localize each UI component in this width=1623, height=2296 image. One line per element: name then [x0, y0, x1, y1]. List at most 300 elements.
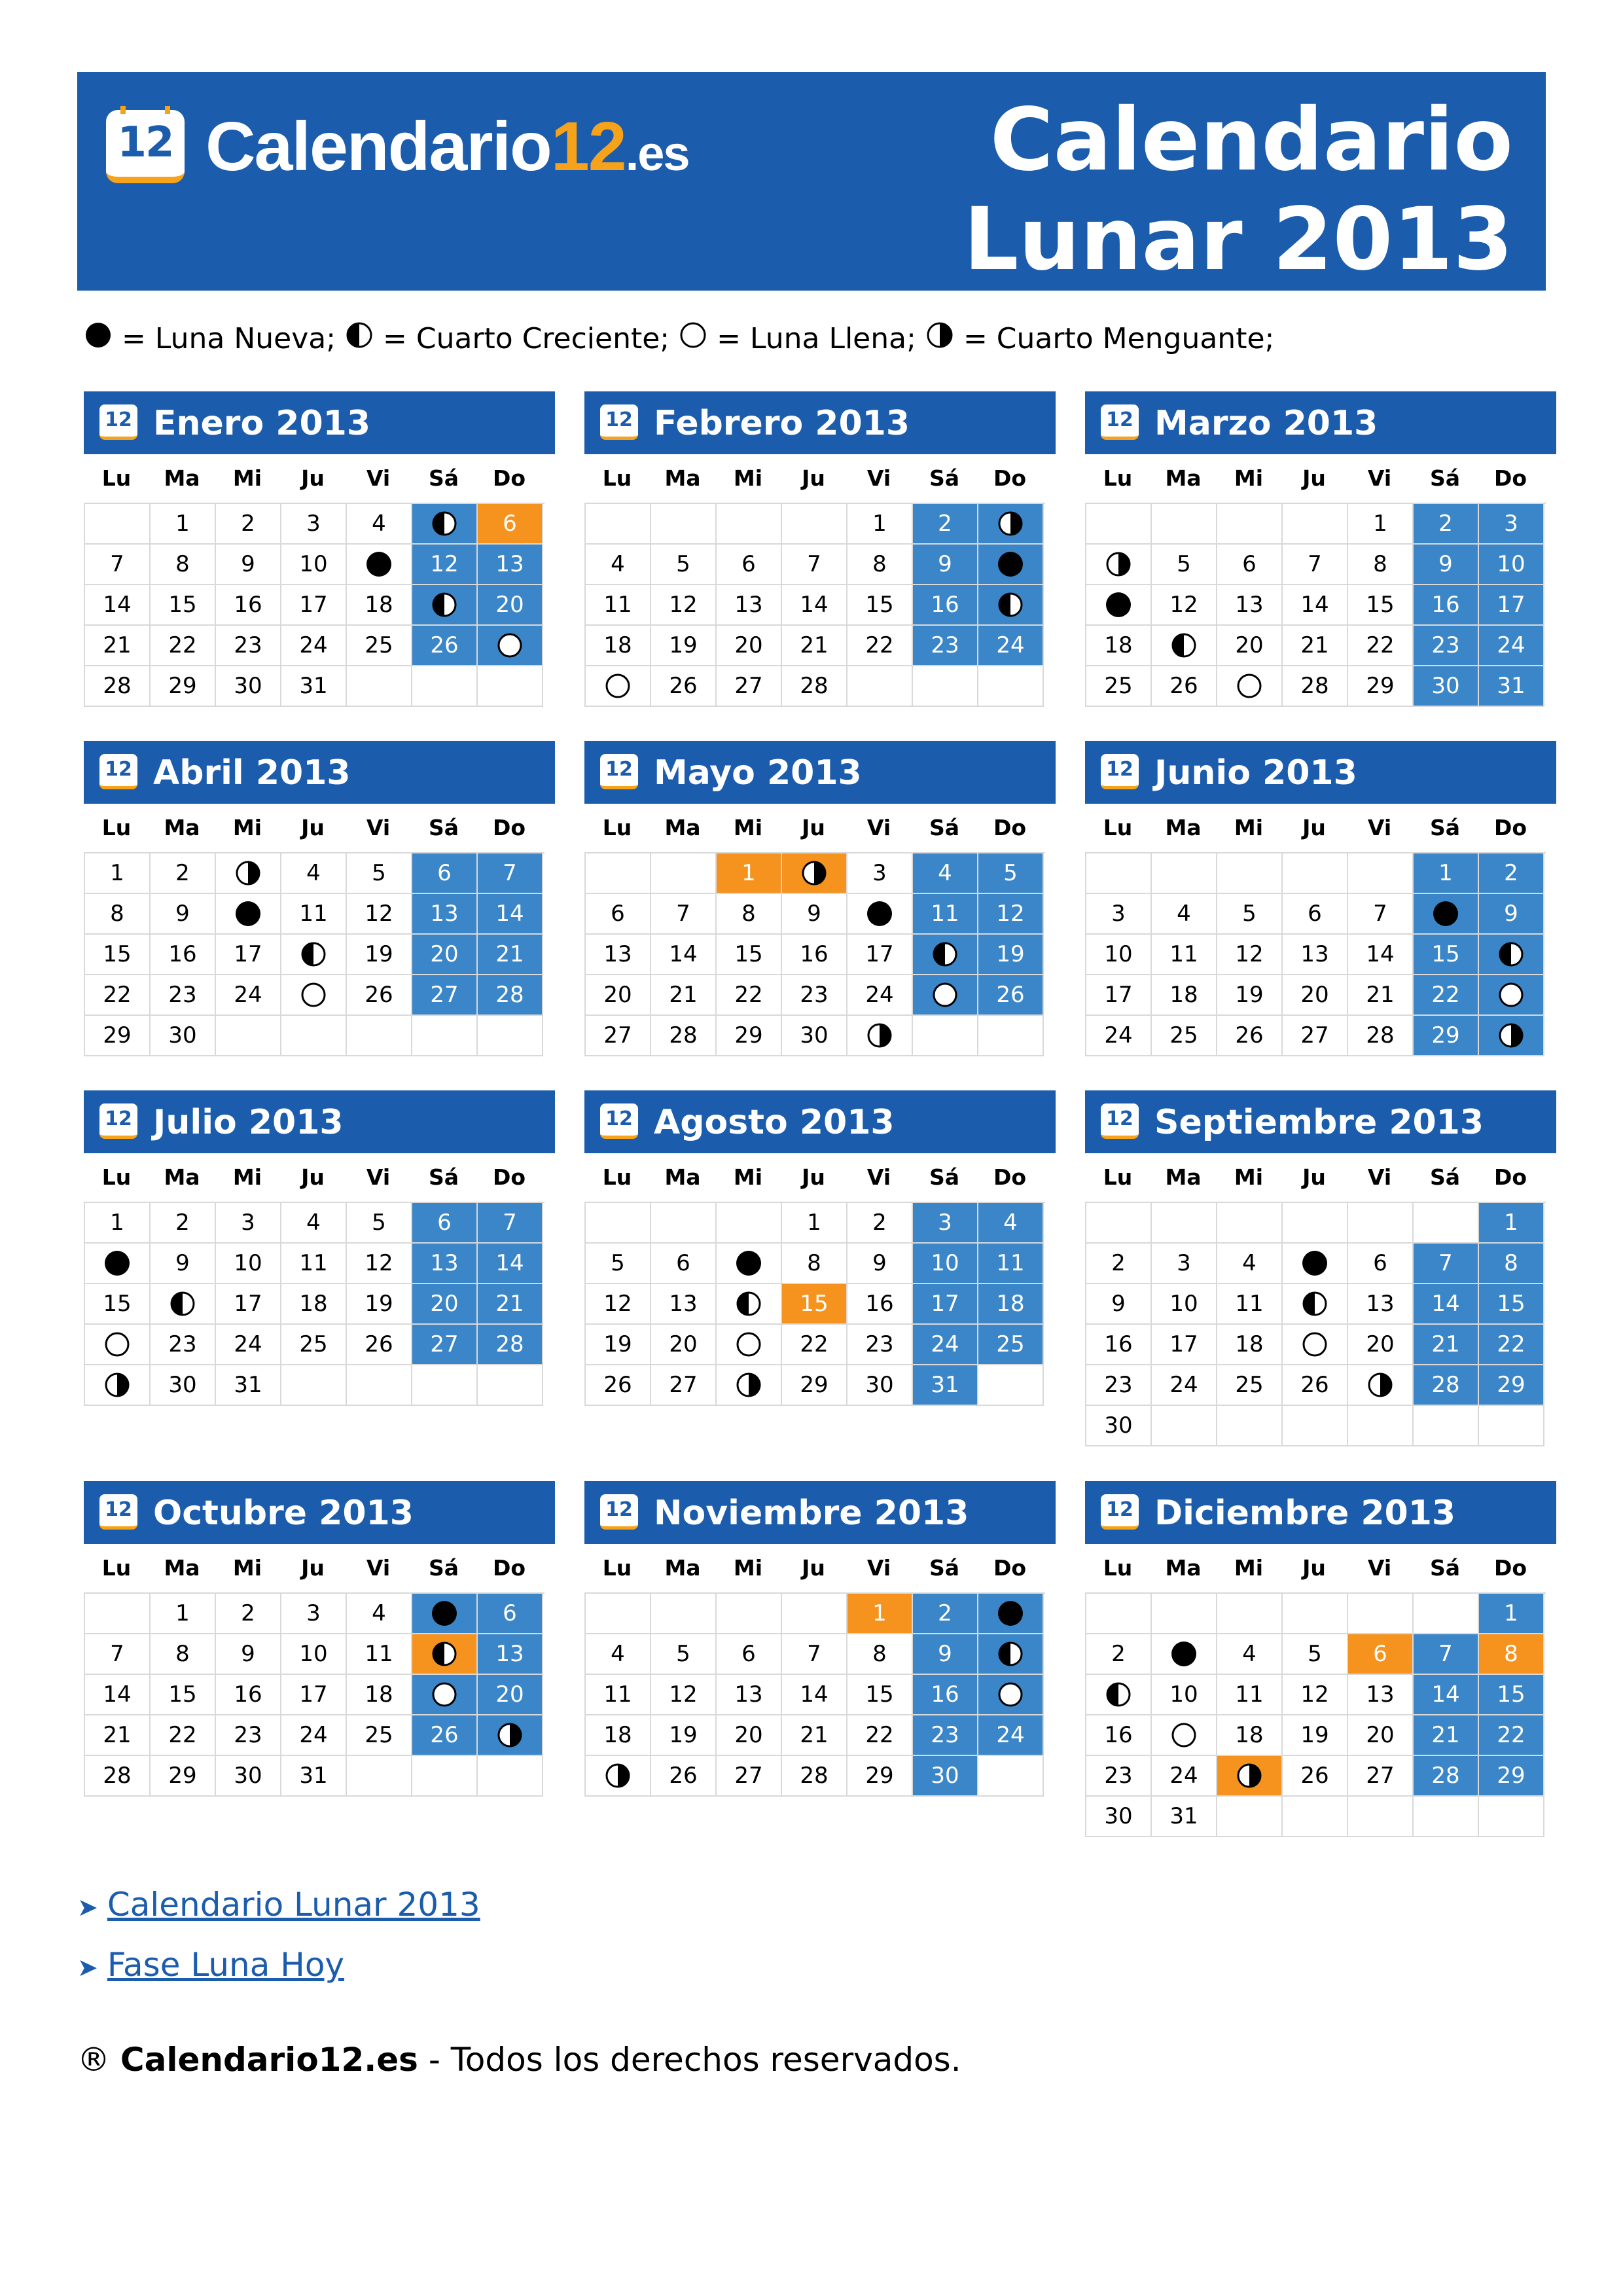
day-cell[interactable]: 7 — [1414, 1244, 1479, 1284]
day-cell[interactable]: 7 — [782, 545, 847, 585]
day-cell[interactable]: 17 — [281, 1675, 347, 1715]
day-cell[interactable]: 23 — [913, 1715, 978, 1756]
day-cell[interactable]: 12 — [1283, 1675, 1348, 1715]
day-cell[interactable]: 19 — [347, 1284, 412, 1325]
day-cell[interactable] — [847, 1016, 913, 1056]
day-cell[interactable]: 4 — [1217, 1634, 1283, 1675]
day-cell[interactable]: 24 — [913, 1325, 978, 1365]
day-cell[interactable]: 8 — [151, 545, 216, 585]
day-cell[interactable]: 20 — [586, 975, 651, 1016]
day-cell[interactable]: 3 — [847, 853, 913, 894]
day-cell[interactable] — [978, 1634, 1044, 1675]
day-cell[interactable]: 5 — [651, 545, 717, 585]
day-cell[interactable]: 22 — [847, 626, 913, 666]
day-cell[interactable]: 18 — [1152, 975, 1217, 1016]
day-cell[interactable] — [1086, 545, 1152, 585]
day-cell[interactable]: 3 — [281, 1594, 347, 1634]
day-cell[interactable]: 9 — [216, 545, 281, 585]
day-cell[interactable]: 16 — [1086, 1325, 1152, 1365]
day-cell[interactable]: 10 — [281, 545, 347, 585]
day-cell[interactable]: 13 — [717, 1675, 782, 1715]
day-cell[interactable]: 3 — [913, 1203, 978, 1244]
day-cell[interactable]: 13 — [478, 1634, 543, 1675]
day-cell[interactable] — [913, 935, 978, 975]
day-cell[interactable] — [281, 935, 347, 975]
day-cell[interactable]: 9 — [216, 1634, 281, 1675]
day-cell[interactable]: 14 — [782, 1675, 847, 1715]
day-cell[interactable]: 21 — [1414, 1715, 1479, 1756]
day-cell[interactable]: 23 — [1414, 626, 1479, 666]
day-cell[interactable]: 19 — [1217, 975, 1283, 1016]
day-cell[interactable]: 17 — [1152, 1325, 1217, 1365]
day-cell[interactable]: 7 — [1348, 894, 1414, 935]
day-cell[interactable] — [412, 1675, 478, 1715]
day-cell[interactable]: 27 — [412, 975, 478, 1016]
day-cell[interactable] — [85, 1365, 151, 1406]
day-cell[interactable]: 21 — [782, 626, 847, 666]
day-cell[interactable] — [847, 894, 913, 935]
day-cell[interactable]: 6 — [478, 504, 543, 545]
day-cell[interactable]: 16 — [151, 935, 216, 975]
day-cell[interactable]: 30 — [151, 1365, 216, 1406]
day-cell[interactable]: 9 — [1086, 1284, 1152, 1325]
day-cell[interactable]: 4 — [281, 853, 347, 894]
day-cell[interactable]: 23 — [1086, 1365, 1152, 1406]
day-cell[interactable]: 4 — [281, 1203, 347, 1244]
day-cell[interactable]: 22 — [85, 975, 151, 1016]
day-cell[interactable]: 29 — [717, 1016, 782, 1056]
day-cell[interactable]: 28 — [1414, 1756, 1479, 1797]
day-cell[interactable]: 5 — [586, 1244, 651, 1284]
day-cell[interactable]: 1 — [1348, 504, 1414, 545]
day-cell[interactable] — [978, 545, 1044, 585]
day-cell[interactable]: 19 — [978, 935, 1044, 975]
day-cell[interactable]: 29 — [1414, 1016, 1479, 1056]
day-cell[interactable]: 26 — [978, 975, 1044, 1016]
day-cell[interactable]: 13 — [1348, 1675, 1414, 1715]
day-cell[interactable]: 30 — [913, 1756, 978, 1797]
day-cell[interactable]: 31 — [216, 1365, 281, 1406]
day-cell[interactable] — [347, 545, 412, 585]
day-cell[interactable]: 16 — [913, 1675, 978, 1715]
day-cell[interactable]: 9 — [847, 1244, 913, 1284]
day-cell[interactable]: 5 — [651, 1634, 717, 1675]
day-cell[interactable]: 9 — [1479, 894, 1544, 935]
day-cell[interactable] — [1479, 935, 1544, 975]
day-cell[interactable]: 4 — [1217, 1244, 1283, 1284]
day-cell[interactable]: 29 — [151, 1756, 216, 1797]
day-cell[interactable]: 17 — [913, 1284, 978, 1325]
day-cell[interactable]: 14 — [1414, 1675, 1479, 1715]
day-cell[interactable]: 16 — [847, 1284, 913, 1325]
day-cell[interactable]: 26 — [347, 975, 412, 1016]
day-cell[interactable]: 13 — [478, 545, 543, 585]
day-cell[interactable]: 6 — [717, 1634, 782, 1675]
day-cell[interactable]: 5 — [978, 853, 1044, 894]
day-cell[interactable]: 13 — [412, 1244, 478, 1284]
day-cell[interactable]: 29 — [1348, 666, 1414, 707]
day-cell[interactable]: 9 — [151, 894, 216, 935]
day-cell[interactable]: 24 — [1152, 1365, 1217, 1406]
day-cell[interactable]: 3 — [281, 504, 347, 545]
day-cell[interactable] — [412, 585, 478, 626]
day-cell[interactable]: 4 — [913, 853, 978, 894]
day-cell[interactable]: 26 — [412, 626, 478, 666]
day-cell[interactable]: 23 — [151, 975, 216, 1016]
day-cell[interactable]: 1 — [847, 1594, 913, 1634]
day-cell[interactable] — [1152, 626, 1217, 666]
day-cell[interactable]: 22 — [782, 1325, 847, 1365]
day-cell[interactable]: 30 — [216, 1756, 281, 1797]
day-cell[interactable] — [412, 1634, 478, 1675]
day-cell[interactable]: 31 — [1152, 1797, 1217, 1837]
day-cell[interactable]: 1 — [1414, 853, 1479, 894]
day-cell[interactable]: 7 — [478, 853, 543, 894]
day-cell[interactable]: 6 — [1348, 1244, 1414, 1284]
day-cell[interactable]: 21 — [1348, 975, 1414, 1016]
day-cell[interactable]: 8 — [1348, 545, 1414, 585]
day-cell[interactable]: 9 — [151, 1244, 216, 1284]
day-cell[interactable] — [717, 1244, 782, 1284]
day-cell[interactable]: 13 — [412, 894, 478, 935]
day-cell[interactable]: 19 — [651, 626, 717, 666]
day-cell[interactable] — [717, 1284, 782, 1325]
day-cell[interactable]: 27 — [717, 1756, 782, 1797]
day-cell[interactable]: 7 — [85, 545, 151, 585]
day-cell[interactable] — [1152, 1634, 1217, 1675]
day-cell[interactable]: 28 — [1414, 1365, 1479, 1406]
day-cell[interactable]: 11 — [586, 1675, 651, 1715]
day-cell[interactable] — [412, 1594, 478, 1634]
day-cell[interactable] — [478, 1715, 543, 1756]
day-cell[interactable]: 4 — [586, 545, 651, 585]
day-cell[interactable]: 11 — [1217, 1675, 1283, 1715]
day-cell[interactable]: 16 — [216, 1675, 281, 1715]
day-cell[interactable]: 8 — [1479, 1634, 1544, 1675]
day-cell[interactable]: 24 — [216, 975, 281, 1016]
day-cell[interactable]: 31 — [913, 1365, 978, 1406]
day-cell[interactable]: 30 — [1414, 666, 1479, 707]
day-cell[interactable]: 12 — [1217, 935, 1283, 975]
day-cell[interactable]: 3 — [1479, 504, 1544, 545]
day-cell[interactable]: 24 — [1086, 1016, 1152, 1056]
day-cell[interactable]: 6 — [478, 1594, 543, 1634]
day-cell[interactable]: 12 — [347, 894, 412, 935]
day-cell[interactable]: 20 — [412, 935, 478, 975]
day-cell[interactable]: 8 — [717, 894, 782, 935]
day-cell[interactable]: 21 — [478, 935, 543, 975]
day-cell[interactable]: 14 — [478, 894, 543, 935]
day-cell[interactable]: 29 — [151, 666, 216, 707]
day-cell[interactable]: 6 — [412, 1203, 478, 1244]
day-cell[interactable]: 12 — [651, 585, 717, 626]
day-cell[interactable] — [978, 1675, 1044, 1715]
day-cell[interactable]: 15 — [847, 585, 913, 626]
day-cell[interactable]: 16 — [782, 935, 847, 975]
day-cell[interactable]: 15 — [717, 935, 782, 975]
day-cell[interactable]: 6 — [586, 894, 651, 935]
day-cell[interactable]: 9 — [913, 1634, 978, 1675]
day-cell[interactable]: 1 — [847, 504, 913, 545]
day-cell[interactable]: 28 — [651, 1016, 717, 1056]
day-cell[interactable]: 23 — [1086, 1756, 1152, 1797]
day-cell[interactable]: 26 — [1152, 666, 1217, 707]
day-cell[interactable]: 30 — [1086, 1797, 1152, 1837]
day-cell[interactable]: 17 — [216, 1284, 281, 1325]
day-cell[interactable]: 1 — [85, 1203, 151, 1244]
day-cell[interactable]: 21 — [85, 626, 151, 666]
day-cell[interactable]: 8 — [1479, 1244, 1544, 1284]
day-cell[interactable]: 22 — [1479, 1325, 1544, 1365]
day-cell[interactable] — [1217, 1756, 1283, 1797]
day-cell[interactable]: 16 — [1414, 585, 1479, 626]
day-cell[interactable]: 6 — [1283, 894, 1348, 935]
day-cell[interactable] — [85, 1244, 151, 1284]
day-cell[interactable]: 1 — [85, 853, 151, 894]
day-cell[interactable]: 31 — [281, 1756, 347, 1797]
day-cell[interactable]: 30 — [151, 1016, 216, 1056]
day-cell[interactable]: 20 — [1348, 1325, 1414, 1365]
day-cell[interactable]: 15 — [1479, 1675, 1544, 1715]
day-cell[interactable]: 29 — [847, 1756, 913, 1797]
day-cell[interactable]: 14 — [85, 585, 151, 626]
day-cell[interactable]: 22 — [151, 1715, 216, 1756]
day-cell[interactable] — [978, 504, 1044, 545]
day-cell[interactable]: 15 — [85, 1284, 151, 1325]
day-cell[interactable]: 22 — [847, 1715, 913, 1756]
day-cell[interactable] — [1479, 975, 1544, 1016]
day-cell[interactable]: 18 — [1086, 626, 1152, 666]
day-cell[interactable]: 4 — [978, 1203, 1044, 1244]
day-cell[interactable]: 10 — [281, 1634, 347, 1675]
day-cell[interactable]: 20 — [717, 626, 782, 666]
day-cell[interactable]: 22 — [717, 975, 782, 1016]
day-cell[interactable]: 11 — [347, 1634, 412, 1675]
day-cell[interactable]: 22 — [1348, 626, 1414, 666]
day-cell[interactable]: 6 — [1348, 1634, 1414, 1675]
day-cell[interactable] — [216, 894, 281, 935]
day-cell[interactable]: 24 — [978, 626, 1044, 666]
day-cell[interactable]: 20 — [651, 1325, 717, 1365]
day-cell[interactable]: 8 — [151, 1634, 216, 1675]
day-cell[interactable]: 15 — [1479, 1284, 1544, 1325]
day-cell[interactable]: 20 — [717, 1715, 782, 1756]
day-cell[interactable] — [978, 585, 1044, 626]
day-cell[interactable]: 26 — [651, 666, 717, 707]
day-cell[interactable]: 5 — [1152, 545, 1217, 585]
day-cell[interactable]: 27 — [412, 1325, 478, 1365]
day-cell[interactable]: 12 — [586, 1284, 651, 1325]
day-cell[interactable]: 2 — [913, 504, 978, 545]
day-cell[interactable]: 2 — [913, 1594, 978, 1634]
day-cell[interactable]: 2 — [1086, 1244, 1152, 1284]
day-cell[interactable]: 7 — [651, 894, 717, 935]
day-cell[interactable]: 24 — [216, 1325, 281, 1365]
day-cell[interactable]: 11 — [1217, 1284, 1283, 1325]
day-cell[interactable] — [1283, 1284, 1348, 1325]
day-cell[interactable]: 10 — [1152, 1284, 1217, 1325]
day-cell[interactable]: 21 — [651, 975, 717, 1016]
day-cell[interactable]: 1 — [1479, 1203, 1544, 1244]
day-cell[interactable]: 10 — [1479, 545, 1544, 585]
day-cell[interactable]: 2 — [1414, 504, 1479, 545]
day-cell[interactable]: 4 — [347, 1594, 412, 1634]
day-cell[interactable] — [717, 1325, 782, 1365]
day-cell[interactable]: 24 — [847, 975, 913, 1016]
day-cell[interactable]: 9 — [1414, 545, 1479, 585]
day-cell[interactable]: 16 — [913, 585, 978, 626]
day-cell[interactable]: 19 — [651, 1715, 717, 1756]
day-cell[interactable]: 15 — [1348, 585, 1414, 626]
day-cell[interactable]: 9 — [782, 894, 847, 935]
day-cell[interactable]: 25 — [1217, 1365, 1283, 1406]
day-cell[interactable]: 29 — [85, 1016, 151, 1056]
day-cell[interactable]: 6 — [1217, 545, 1283, 585]
day-cell[interactable] — [586, 1756, 651, 1797]
day-cell[interactable]: 26 — [1217, 1016, 1283, 1056]
day-cell[interactable]: 19 — [347, 935, 412, 975]
day-cell[interactable]: 26 — [651, 1756, 717, 1797]
day-cell[interactable]: 24 — [1152, 1756, 1217, 1797]
day-cell[interactable]: 12 — [978, 894, 1044, 935]
day-cell[interactable]: 13 — [1217, 585, 1283, 626]
day-cell[interactable]: 8 — [782, 1244, 847, 1284]
day-cell[interactable]: 11 — [978, 1244, 1044, 1284]
day-cell[interactable]: 8 — [847, 1634, 913, 1675]
day-cell[interactable]: 30 — [782, 1016, 847, 1056]
day-cell[interactable]: 18 — [586, 626, 651, 666]
day-cell[interactable]: 2 — [216, 504, 281, 545]
day-cell[interactable]: 3 — [1086, 894, 1152, 935]
day-cell[interactable]: 17 — [847, 935, 913, 975]
day-cell[interactable]: 17 — [1479, 585, 1544, 626]
day-cell[interactable]: 14 — [478, 1244, 543, 1284]
day-cell[interactable]: 2 — [847, 1203, 913, 1244]
day-cell[interactable]: 20 — [1283, 975, 1348, 1016]
day-cell[interactable]: 4 — [1152, 894, 1217, 935]
day-cell[interactable] — [586, 666, 651, 707]
day-cell[interactable]: 14 — [85, 1675, 151, 1715]
day-cell[interactable]: 24 — [1479, 626, 1544, 666]
day-cell[interactable]: 6 — [651, 1244, 717, 1284]
day-cell[interactable]: 1 — [151, 1594, 216, 1634]
day-cell[interactable]: 26 — [1283, 1365, 1348, 1406]
day-cell[interactable]: 28 — [782, 1756, 847, 1797]
day-cell[interactable] — [913, 975, 978, 1016]
day-cell[interactable]: 4 — [586, 1634, 651, 1675]
day-cell[interactable]: 12 — [651, 1675, 717, 1715]
day-cell[interactable]: 15 — [85, 935, 151, 975]
day-cell[interactable]: 14 — [782, 585, 847, 626]
day-cell[interactable]: 20 — [1348, 1715, 1414, 1756]
day-cell[interactable]: 20 — [412, 1284, 478, 1325]
day-cell[interactable]: 26 — [586, 1365, 651, 1406]
day-cell[interactable]: 31 — [281, 666, 347, 707]
day-cell[interactable]: 2 — [216, 1594, 281, 1634]
day-cell[interactable]: 9 — [913, 545, 978, 585]
day-cell[interactable] — [281, 975, 347, 1016]
day-cell[interactable]: 11 — [913, 894, 978, 935]
day-cell[interactable]: 11 — [281, 1244, 347, 1284]
day-cell[interactable]: 29 — [1479, 1365, 1544, 1406]
day-cell[interactable]: 3 — [216, 1203, 281, 1244]
day-cell[interactable] — [1086, 585, 1152, 626]
day-cell[interactable] — [1152, 1715, 1217, 1756]
day-cell[interactable]: 17 — [1086, 975, 1152, 1016]
link-fase-luna-hoy[interactable]: Fase Luna Hoy — [107, 1946, 345, 1984]
day-cell[interactable]: 2 — [1086, 1634, 1152, 1675]
day-cell[interactable] — [216, 853, 281, 894]
day-cell[interactable]: 14 — [1283, 585, 1348, 626]
day-cell[interactable]: 20 — [1217, 626, 1283, 666]
day-cell[interactable]: 17 — [281, 585, 347, 626]
day-cell[interactable]: 4 — [347, 504, 412, 545]
day-cell[interactable] — [1348, 1365, 1414, 1406]
day-cell[interactable]: 8 — [85, 894, 151, 935]
day-cell[interactable]: 1 — [1479, 1594, 1544, 1634]
day-cell[interactable]: 7 — [85, 1634, 151, 1675]
day-cell[interactable]: 11 — [586, 585, 651, 626]
day-cell[interactable]: 12 — [1152, 585, 1217, 626]
day-cell[interactable]: 15 — [151, 585, 216, 626]
day-cell[interactable]: 26 — [1283, 1756, 1348, 1797]
day-cell[interactable]: 22 — [1414, 975, 1479, 1016]
day-cell[interactable] — [412, 504, 478, 545]
day-cell[interactable]: 15 — [151, 1675, 216, 1715]
day-cell[interactable]: 28 — [85, 1756, 151, 1797]
day-cell[interactable]: 3 — [1152, 1244, 1217, 1284]
day-cell[interactable]: 10 — [216, 1244, 281, 1284]
day-cell[interactable]: 19 — [1283, 1715, 1348, 1756]
day-cell[interactable]: 6 — [412, 853, 478, 894]
day-cell[interactable]: 30 — [1086, 1406, 1152, 1446]
day-cell[interactable]: 27 — [651, 1365, 717, 1406]
day-cell[interactable]: 10 — [1086, 935, 1152, 975]
day-cell[interactable]: 28 — [1283, 666, 1348, 707]
link-calendario-lunar[interactable]: Calendario Lunar 2013 — [107, 1886, 480, 1924]
day-cell[interactable]: 14 — [651, 935, 717, 975]
day-cell[interactable] — [1086, 1675, 1152, 1715]
site-logo[interactable] — [205, 107, 689, 193]
day-cell[interactable] — [717, 1365, 782, 1406]
day-cell[interactable]: 13 — [586, 935, 651, 975]
day-cell[interactable]: 15 — [1414, 935, 1479, 975]
day-cell[interactable]: 27 — [586, 1016, 651, 1056]
day-cell[interactable]: 25 — [281, 1325, 347, 1365]
day-cell[interactable]: 20 — [478, 1675, 543, 1715]
day-cell[interactable]: 5 — [1217, 894, 1283, 935]
day-cell[interactable]: 16 — [216, 585, 281, 626]
day-cell[interactable]: 5 — [1283, 1634, 1348, 1675]
day-cell[interactable]: 26 — [412, 1715, 478, 1756]
day-cell[interactable]: 2 — [151, 1203, 216, 1244]
day-cell[interactable]: 10 — [1152, 1675, 1217, 1715]
day-cell[interactable]: 24 — [281, 1715, 347, 1756]
day-cell[interactable]: 22 — [151, 626, 216, 666]
day-cell[interactable]: 7 — [782, 1634, 847, 1675]
day-cell[interactable]: 24 — [281, 626, 347, 666]
day-cell[interactable] — [478, 626, 543, 666]
day-cell[interactable]: 6 — [717, 545, 782, 585]
day-cell[interactable]: 23 — [216, 626, 281, 666]
day-cell[interactable] — [1479, 1016, 1544, 1056]
day-cell[interactable]: 21 — [1283, 626, 1348, 666]
day-cell[interactable]: 7 — [478, 1203, 543, 1244]
day-cell[interactable]: 29 — [1479, 1756, 1544, 1797]
day-cell[interactable]: 2 — [1479, 853, 1544, 894]
day-cell[interactable]: 2 — [151, 853, 216, 894]
day-cell[interactable]: 23 — [913, 626, 978, 666]
